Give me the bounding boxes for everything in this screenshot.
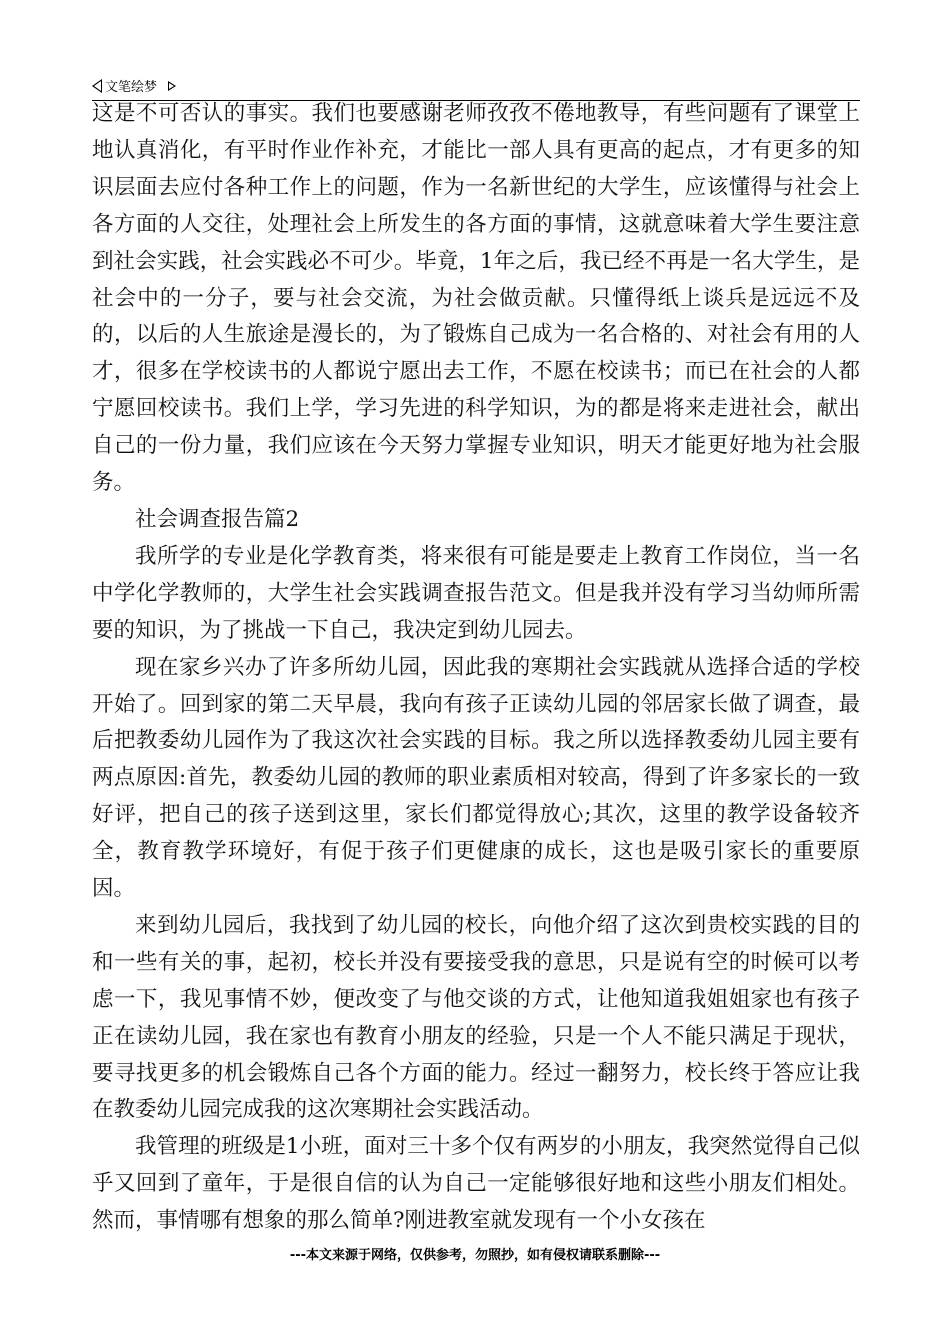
paragraph: 来到幼儿园后，我找到了幼儿园的校长，向他介绍了这次到贵校实践的目的和一些有关的事，起初，校长并没有要接受我的意思，只是说有空的时候可以考虑一下，我见事情不妙，便改变了与他交谈的方式，让他知道我姐姐家也有孩子正在读幼儿园，我在家也有教育小朋友的经验，只是一个人不能只满足于现状，要寻找更多的机会锻炼自己各个方面的能力。经过一翻努力，校长终于答应让我在教委幼儿园完成我的这次寒期社会实践活动。 [92,912,860,1123]
section-heading: 社会调查报告篇2 [135,506,300,532]
header-brand-text: 文笔绘梦 [105,80,158,95]
paragraph: 我所学的专业是化学教育类，将来很有可能是要走上教育工作岗位，当一名中学化学教师的，大学生社会实践调查报告范文。但是我并没有学习当幼师所需要的知识，为了挑战一下自己，我决定到幼儿园去。 [92,543,860,643]
triangle-right-icon [168,81,176,91]
header-brand [92,76,176,95]
paragraph-continuation: 这是不可否认的事实。我们也要感谢老师孜孜不倦地教导，有些问题有了课堂上地认真消化，有平时作业作补充，才能比一部人具有更高的起点，才有更多的知识层面去应付各种工作上的问题，作为一名新世纪的大学生，应该懂得与社会上各方面的人交往，处理社会上所发生的各方面的事情，这就意味着大学生要注意到社会实践，社会实践必不可少。毕竟，1年之后，我已经不再是一名大学生，是社会中的一分子，要与社会交流，为社会做贡献。只懂得纸上谈兵是远远不及的，以后的人生旅途是漫长的，为了锻炼自己成为一名合格的、对社会有用的人才，很多在学校读书的人都说宁愿出去工作，不愿在校读书；而已在社会的人都宁愿回校读书。我们上学，学习先进的科学知识，为的都是将来走进社会，献出自己的一份力量，我们应该在今天努力掌握专业知识，明天才能更好地为社会服务。 [92,101,860,496]
page-footer-notice: ---本文来源于网络，仅供参考，勿照抄，如有侵权请联系删除--- [289,1248,661,1263]
paragraph: 现在家乡兴办了许多所幼儿园，因此我的寒期社会实践就从选择合适的学校开始了。回到家的第二天早晨，我向有孩子正读幼儿园的邻居家长做了调查，最后把教委幼儿园作为了我这次社会实践的目标。我之所以选择教委幼儿园主要有两点原因:首先，教委幼儿园的教师的职业素质相对较高，得到了许多家长的一致好评，把自己的孩子送到这里，家长们都觉得放心;其次，这里的教学设备较齐全，教育教学环境好，有促于孩子们更健康的成长，这也是吸引家长的重要原因。 [92,654,860,902]
triangle-left-icon [92,79,102,93]
paragraph: 我管理的班级是1小班，面对三十多个仅有两岁的小朋友，我突然觉得自己似乎又回到了童年，于是很自信的认为自己一定能够很好地和这些小朋友们相处。然而，事情哪有想象的那么简单?刚进教室就发现有一个小女孩在 [92,1134,860,1234]
document-body [92,96,860,1240]
